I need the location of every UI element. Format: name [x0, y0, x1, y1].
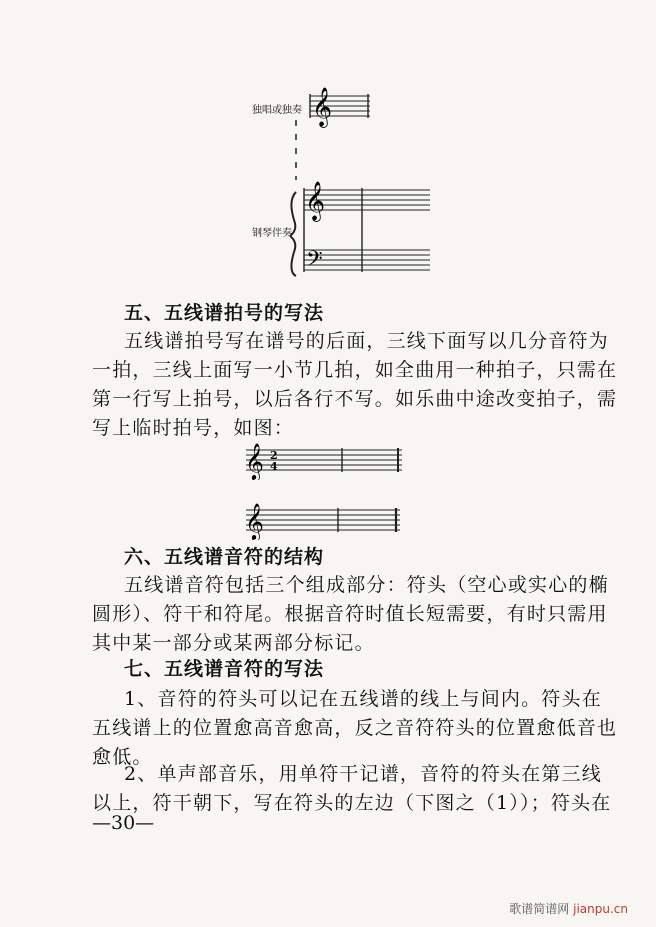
section-heading-5: 五、五线谱拍号的写法 [124, 302, 325, 324]
paragraph-line: 五线谱拍号写在谱号的后面，三线下面写以几分音符为 [124, 330, 609, 352]
treble-clef-icon: 𝄞 [312, 87, 333, 127]
paragraph-line: 其中某一部分或某两部分标记。 [92, 632, 375, 654]
paragraph-line: 一拍，三线上面写一小节几拍，如全曲用一种拍子，只需在 [92, 359, 618, 381]
paragraph-line: 愈低。 [92, 746, 153, 768]
time-signature-figure [242, 438, 412, 480]
time-sig-top: 2 [270, 449, 278, 462]
staff-label-piano: 钢琴伴奏 [252, 228, 292, 239]
section-heading-6: 六、五线谱音符的结构 [124, 546, 325, 568]
treble-clef-icon: 𝄞 [245, 502, 264, 540]
bass-clef-icon: 𝄢 [306, 247, 323, 277]
staff-label-solo: 独唱或独奏 [252, 105, 302, 116]
paragraph-line: 2、单声部音乐，用单符干记谱，音符的符头在第三线 [124, 763, 602, 785]
paragraph-line: 第一行写上拍号，以后各行不写。如乐曲中途改变拍子，需 [92, 388, 618, 410]
paragraph-line: 五线谱上的位置愈高音愈高，反之音符符头的位置愈低音也 [92, 717, 618, 739]
paragraph-line: 写上临时拍号，如图： [92, 417, 295, 439]
paragraph-line: 1、音符的符头可以记在五线谱的线上与间内。符头在 [124, 688, 602, 710]
brace-icon [290, 192, 296, 276]
score-figure-1 [290, 80, 440, 280]
treble-clef-icon: 𝄞 [305, 181, 326, 221]
paragraph-line: 以上，符干朝下，写在符头的左边（下图之（1））；符头在 [92, 792, 612, 814]
watermark-text: 歌谱简谱网 [509, 902, 570, 916]
treble-clef-icon: 𝄞 [245, 442, 264, 480]
watermark-url: jianpu.cn [573, 902, 628, 916]
time-sig-bottom: 4 [270, 460, 278, 473]
staff-figure-3 [242, 496, 412, 540]
page-number: —30— [92, 812, 155, 834]
paragraph-line: 圆形）、符干和符尾。根据音符时值长短需要，有时只需用 [92, 603, 608, 625]
watermark [509, 900, 628, 917]
section-heading-7: 七、五线谱音符的写法 [124, 658, 325, 680]
paragraph-line: 五线谱音符包括三个组成部分：符头（空心或实心的椭 [124, 574, 609, 596]
